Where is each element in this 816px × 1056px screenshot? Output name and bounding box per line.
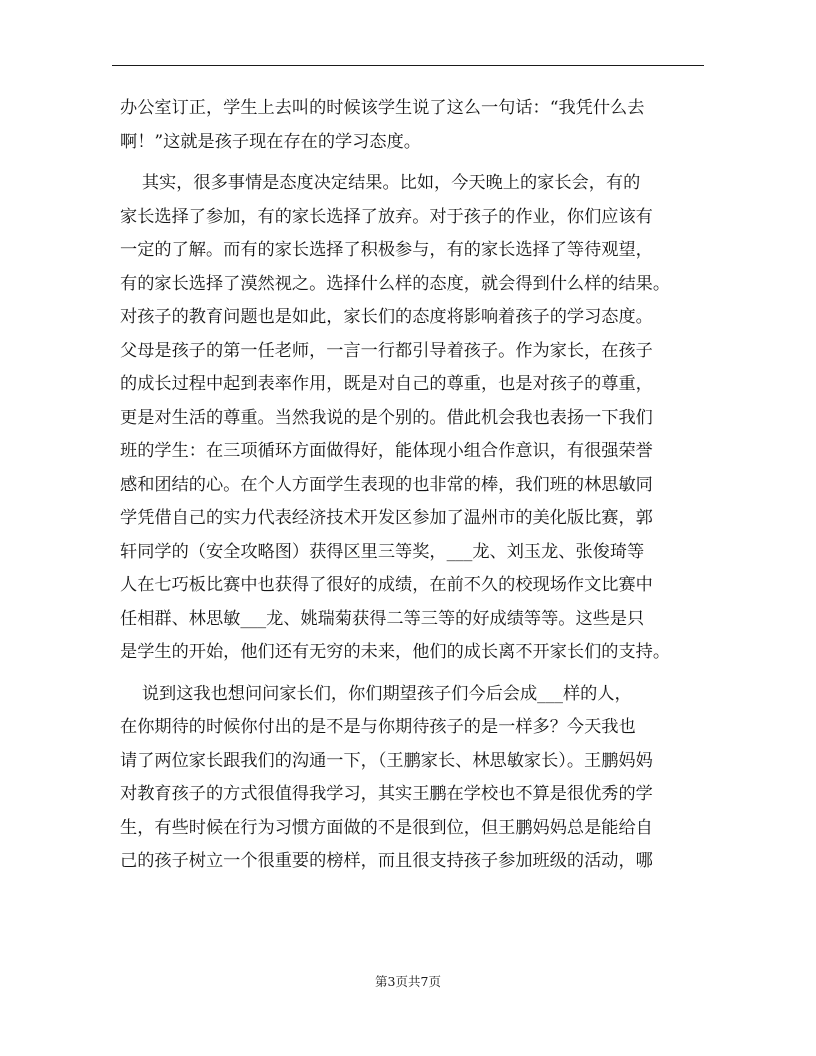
- text-line: 对孩子的教育问题也是如此，家长们的态度将影响着孩子的学习态度。: [120, 307, 653, 327]
- paragraph: [120, 678, 710, 879]
- text-line: 说到这我也想问问家长们，你们期望孩子们今后会成___样的人，: [120, 683, 632, 704]
- text-line: 家长选择了参加，有的家长选择了放弃。对于孩子的作业，你们应该有: [120, 206, 653, 227]
- text-line: 是学生的开始，他们还有无穷的未来，他们的成长离不开家长们的支持。: [120, 642, 671, 662]
- text-line: 班的学生：在三项循环方面做得好，能体现小组合作意识，有很强荣誉: [120, 441, 653, 461]
- text-line: 办公室订正，学生上去叫的时候该学生说了这么一句话：“我凭什么去: [120, 98, 645, 118]
- text-line: 人在七巧板比赛中也获得了很好的成绩，在前不久的校现场作文比赛中: [120, 575, 653, 595]
- text-line: 任相群、林思敏___龙、姚瑞菊获得二等三等的好成绩等等。这些是只: [120, 608, 645, 629]
- text-line: 更是对生活的尊重。当然我说的是个别的。借此机会我也表扬一下我们: [120, 407, 653, 428]
- header-rule: [112, 65, 704, 66]
- text-line: 有的家长选择了漠然视之。选择什么样的态度，就会得到什么样的结果。: [120, 273, 671, 294]
- text-line: 请了两位家长跟我们的沟通一下，（王鹏家长、林思敏家长）。王鹏妈妈: [120, 750, 653, 771]
- text-line: 己的孩子树立一个很重要的榜样，而且很支持孩子参加班级的活动，哪: [120, 851, 653, 871]
- text-line: 在你期待的时候你付出的是不是与你期待孩子的是一样多？今天我也: [120, 717, 636, 737]
- text-line: 的成长过程中起到表率作用，既是对自己的尊重，也是对孩子的尊重，: [120, 374, 653, 394]
- text-line: 父母是孩子的第一任老师，一言一行都引导着孩子。作为家长，在孩子: [120, 340, 653, 361]
- text-line: 啊！”这就是孩子现在存在的学习态度。: [120, 131, 421, 152]
- page-number-footer: 第3页共7页: [375, 974, 441, 989]
- text-line: 感和团结的心。在个人方面学生表现的也非常的棒，我们班的林思敏同: [120, 474, 653, 495]
- text-line: 轩同学的（安全攻略图）获得区里三等奖，___龙、刘玉龙、张俊琦等: [120, 541, 645, 562]
- paragraph: [120, 167, 710, 670]
- text-line: 一定的了解。而有的家长选择了积极参与，有的家长选择了等待观望，: [120, 240, 653, 260]
- text-line: 对教育孩子的方式很值得我学习，其实王鹏在学校也不算是很优秀的学: [120, 784, 653, 804]
- text-line: 其实，很多事情是态度决定结果。比如，今天晚上的家长会，有的: [120, 173, 641, 193]
- paragraph: [120, 92, 710, 159]
- text-line: 生，有些时候在行为习惯方面做的不是很到位，但王鹏妈妈总是能给自: [120, 817, 653, 838]
- text-line: 学凭借自己的实力代表经济技术开发区参加了温州市的美化版比赛，郭: [120, 508, 653, 528]
- document-body: [120, 92, 710, 879]
